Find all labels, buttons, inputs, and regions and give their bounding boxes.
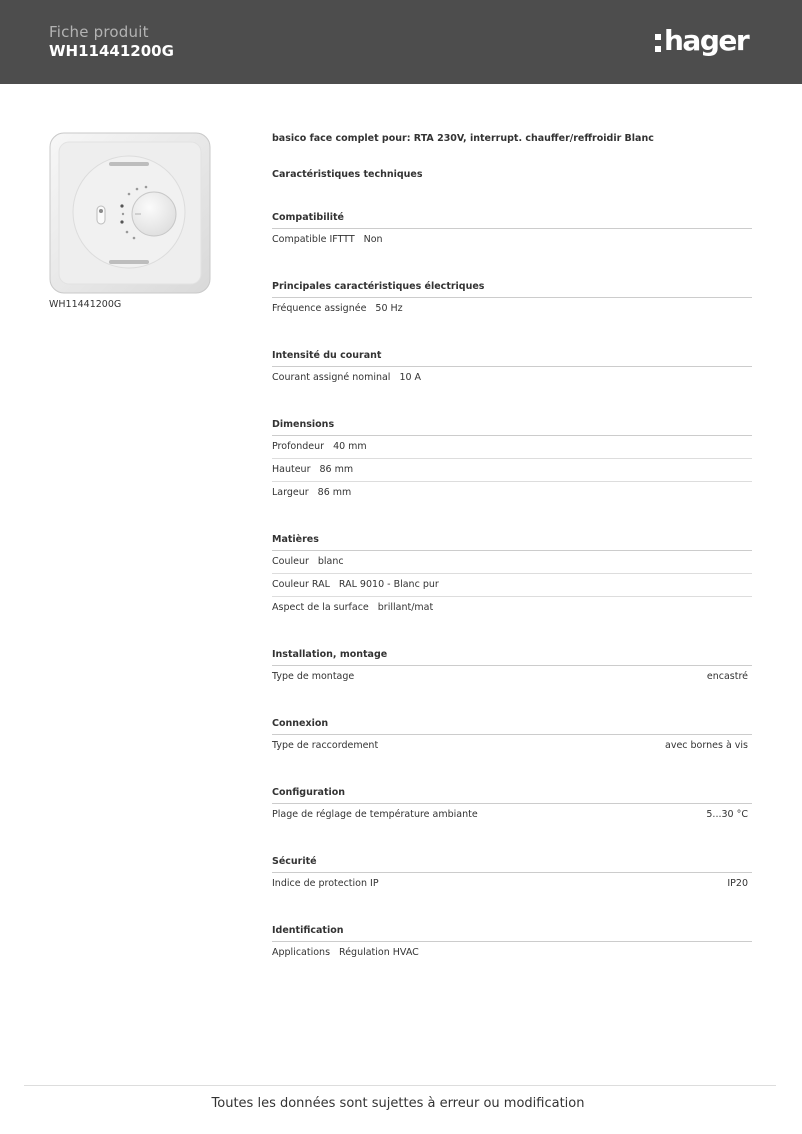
spec-row <box>272 551 752 574</box>
spec-content <box>272 132 752 964</box>
spec-value: Non <box>363 234 383 245</box>
spec-section <box>272 348 752 389</box>
logo-wordmark: hager <box>664 24 749 57</box>
section-title: Connexion <box>272 716 752 735</box>
spec-row <box>272 436 752 459</box>
spec-label: Type de raccordement <box>272 740 379 751</box>
spec-section <box>272 210 752 251</box>
spec-label: Aspect de la surface <box>272 602 369 613</box>
section-title: Dimensions <box>272 417 752 436</box>
spec-row <box>272 482 752 504</box>
doc-type-label: Fiche produit <box>49 23 149 41</box>
footer-divider <box>24 1085 776 1086</box>
spec-row <box>272 873 752 895</box>
spec-label: Hauteur <box>272 464 311 475</box>
spec-label: Largeur <box>272 487 309 498</box>
spec-row <box>272 459 752 482</box>
spec-value: avec bornes à vis <box>665 740 748 751</box>
spec-section <box>272 785 752 826</box>
product-description: basico face complet pour: RTA 230V, interrupt. chauffer/reffroidir Blanc <box>272 133 654 144</box>
spec-value: RAL 9010 - Blanc pur <box>338 579 439 590</box>
spec-value: brillant/mat <box>377 602 434 613</box>
footer-disclaimer: Toutes les données sont sujettes à erreur ou modification <box>211 1096 585 1111</box>
spec-value: IP20 <box>727 878 748 889</box>
logo-colon-icon <box>655 34 661 52</box>
spec-section <box>272 647 752 688</box>
spec-value: encastré <box>706 671 748 682</box>
image-caption: WH11441200G <box>49 299 122 310</box>
section-title: Intensité du courant <box>272 348 752 367</box>
spec-row <box>272 735 752 757</box>
spec-value: 86 mm <box>319 464 354 475</box>
spec-row <box>272 597 752 619</box>
spec-row <box>272 298 752 320</box>
spec-label: Compatible IFTTT <box>272 234 355 245</box>
hager-logo <box>655 24 748 58</box>
spec-row <box>272 942 752 964</box>
section-title: Matières <box>272 532 752 551</box>
spec-value: 5...30 °C <box>706 809 748 820</box>
spec-row <box>272 367 752 389</box>
spec-row <box>272 666 752 688</box>
section-title: Compatibilité <box>272 210 752 229</box>
spec-label: Couleur RAL <box>272 579 330 590</box>
spec-value: blanc <box>317 556 344 567</box>
spec-label: Fréquence assignée <box>272 303 367 314</box>
spec-value: Régulation HVAC <box>339 947 419 958</box>
spec-label: Type de montage <box>272 671 355 682</box>
spec-value: 50 Hz <box>375 303 403 314</box>
spec-row <box>272 229 752 251</box>
spec-section <box>272 854 752 895</box>
section-title: Installation, montage <box>272 647 752 666</box>
spec-section <box>272 923 752 964</box>
spec-value: 40 mm <box>333 441 367 452</box>
section-title: Principales caractéristiques électriques <box>272 279 752 298</box>
spec-section <box>272 716 752 757</box>
spec-label: Plage de réglage de température ambiante <box>272 809 478 820</box>
spec-section <box>272 532 752 619</box>
spec-section <box>272 417 752 504</box>
product-reference: WH11441200G <box>49 42 174 60</box>
page-header <box>0 0 802 84</box>
section-title: Configuration <box>272 785 752 804</box>
section-title: Sécurité <box>272 854 752 873</box>
spec-label: Applications <box>272 947 331 958</box>
spec-label: Courant assigné nominal <box>272 372 391 383</box>
product-image <box>49 132 211 294</box>
spec-sections <box>272 210 752 964</box>
spec-label: Indice de protection IP <box>272 878 379 889</box>
tech-specs-heading: Caractéristiques techniques <box>272 169 423 180</box>
spec-value: 10 A <box>399 372 422 383</box>
spec-row <box>272 804 752 826</box>
spec-section <box>272 279 752 320</box>
spec-value: 86 mm <box>317 487 352 498</box>
section-title: Identification <box>272 923 752 942</box>
spec-label: Profondeur <box>272 441 325 452</box>
spec-label: Couleur <box>272 556 309 567</box>
spec-row <box>272 574 752 597</box>
